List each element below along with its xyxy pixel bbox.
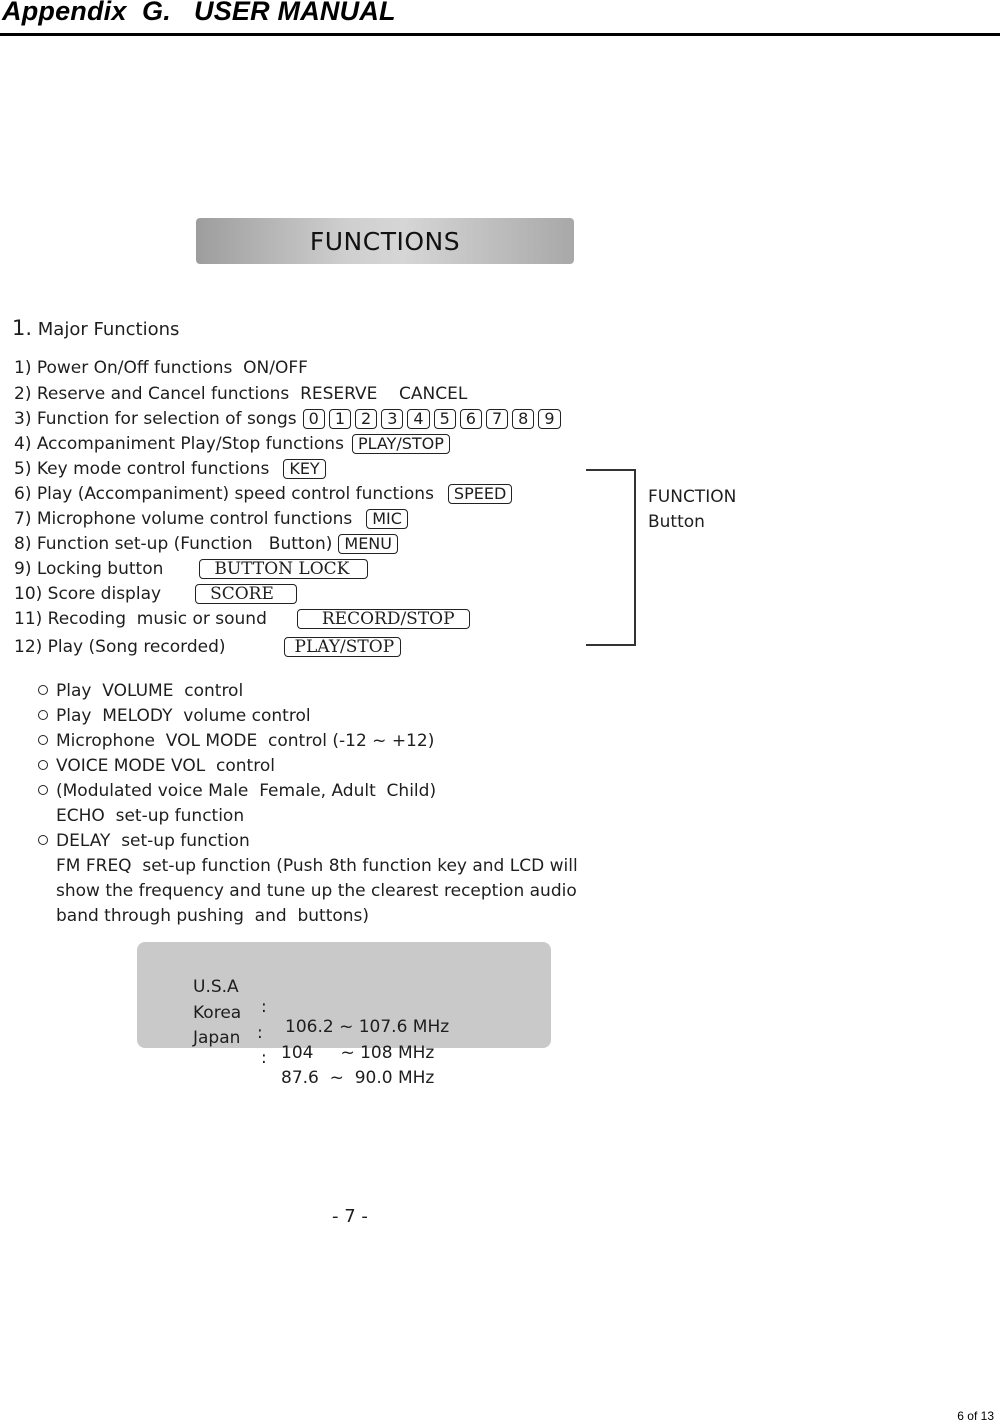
score-key: SCORE: [195, 584, 297, 604]
frequency-table: [137, 942, 551, 1088]
bullet-text: VOICE MODE VOL control: [56, 756, 275, 776]
item-1: [14, 356, 308, 380]
item-3-text: 3) Function for selection of songs: [14, 409, 297, 429]
fm-freq-text-line3: band through pushing and buttons): [56, 906, 370, 926]
key-0: 0: [303, 409, 325, 429]
bullet-item: [38, 781, 436, 801]
item-7: [14, 507, 413, 531]
bullet-item: [38, 706, 311, 726]
fm-freq-text-line1: FM FREQ set-up function (Push 8th function key and LCD will: [56, 856, 578, 876]
bullet-text: Play MELODY volume control: [56, 706, 311, 726]
header-rule: [0, 33, 1000, 36]
function-bracket-top: [586, 469, 636, 471]
bullet-item: [38, 831, 250, 851]
key-6: 6: [460, 409, 482, 429]
bullet-circle-icon: [38, 785, 48, 795]
key-2: 2: [355, 409, 377, 429]
item-9: [14, 557, 373, 581]
item-1-text: 1) Power On/Off functions ON/OFF: [14, 358, 308, 378]
frequency-range: 87.6 ~ 90.0 MHz: [281, 1068, 435, 1088]
header-title: Appendix G. USER MANUAL: [2, 0, 396, 26]
frequency-separator: :: [261, 1048, 267, 1068]
frequency-region: Korea: [193, 1003, 242, 1023]
function-bracket: [634, 469, 636, 646]
mic-key: MIC: [366, 509, 408, 529]
menu-key: MENU: [338, 534, 398, 554]
section-number: 1.: [12, 316, 33, 340]
bullet-circle-icon: [38, 760, 48, 770]
item-2-text: 2) Reserve and Cancel functions RESERVE CANCEL: [14, 384, 468, 404]
function-button-label: [648, 485, 736, 535]
bullet-item: [38, 681, 243, 701]
item-5-text: 5) Key mode control functions: [14, 459, 270, 479]
item-11: [14, 607, 475, 631]
button-lock-key: BUTTON LOCK: [199, 559, 368, 579]
item-8: [14, 532, 403, 556]
bullet-circle-icon: [38, 710, 48, 720]
bullet-circle-icon: [38, 685, 48, 695]
section-title: Major Functions: [37, 319, 180, 340]
item-5: [14, 457, 331, 481]
item-3: [14, 407, 561, 431]
function-label-line2: Button: [648, 512, 705, 532]
bullet-text: Microphone VOL MODE control (-12 ~ +12): [56, 731, 435, 751]
item-2: [14, 382, 467, 406]
frequency-separator: :: [257, 1023, 263, 1043]
key-9: 9: [538, 409, 560, 429]
bullet-text: DELAY set-up function: [56, 831, 250, 851]
bullet-circle-icon: [38, 735, 48, 745]
item-12: [14, 635, 406, 659]
banner-title: FUNCTIONS: [309, 226, 461, 256]
bullet-text: Play VOLUME control: [56, 681, 244, 701]
item-4-text: 4) Accompaniment Play/Stop functions: [14, 434, 344, 454]
item-12-text: 12) Play (Song recorded): [14, 637, 226, 657]
key-8: 8: [512, 409, 534, 429]
functions-banner: [196, 218, 574, 264]
key-mode-key: KEY: [283, 459, 325, 479]
item-10-text: 10) Score display: [14, 584, 162, 604]
key-5: 5: [434, 409, 456, 429]
item-11-text: 11) Recoding music or sound: [14, 609, 267, 629]
frequency-region: Japan: [193, 1028, 241, 1048]
frequency-region: U.S.A: [193, 977, 239, 997]
bullet-text: (Modulated voice Male Female, Adult Child): [56, 781, 437, 801]
function-bracket-bottom: [586, 644, 636, 646]
key-7: 7: [486, 409, 508, 429]
item-6: [14, 482, 517, 506]
section-heading: [12, 316, 179, 340]
function-label-line1: FUNCTION: [648, 487, 737, 507]
frequency-separator: :: [261, 997, 267, 1017]
item-4: [14, 432, 455, 456]
frequency-range: 104 ~ 108 MHz: [281, 1043, 435, 1063]
record-stop-key: RECORD/STOP: [297, 609, 470, 629]
bullet-item: [38, 731, 434, 751]
item-8-text: 8) Function set-up (Function Button): [14, 534, 333, 554]
play-stop-recorded-key: PLAY/STOP: [284, 637, 402, 657]
item-9-text: 9) Locking button: [14, 559, 164, 579]
key-1: 1: [329, 409, 351, 429]
fm-freq-text-line2: show the frequency and tune up the clearest reception audio: [56, 881, 577, 901]
speed-key: SPEED: [448, 484, 512, 504]
footer-page-count: 6 of 13: [957, 1409, 994, 1423]
bullet-item: [38, 756, 275, 776]
echo-setup-text: ECHO set-up function: [56, 806, 245, 826]
key-3: 3: [381, 409, 403, 429]
page-number: - 7 -: [332, 1206, 368, 1227]
item-7-text: 7) Microphone volume control functions: [14, 509, 353, 529]
item-10: [14, 582, 302, 606]
frequency-range: 106.2 ~ 107.6 MHz: [285, 1017, 450, 1037]
item-6-text: 6) Play (Accompaniment) speed control functions: [14, 484, 434, 504]
play-stop-key: PLAY/STOP: [352, 434, 450, 454]
bullet-circle-icon: [38, 835, 48, 845]
key-4: 4: [407, 409, 429, 429]
